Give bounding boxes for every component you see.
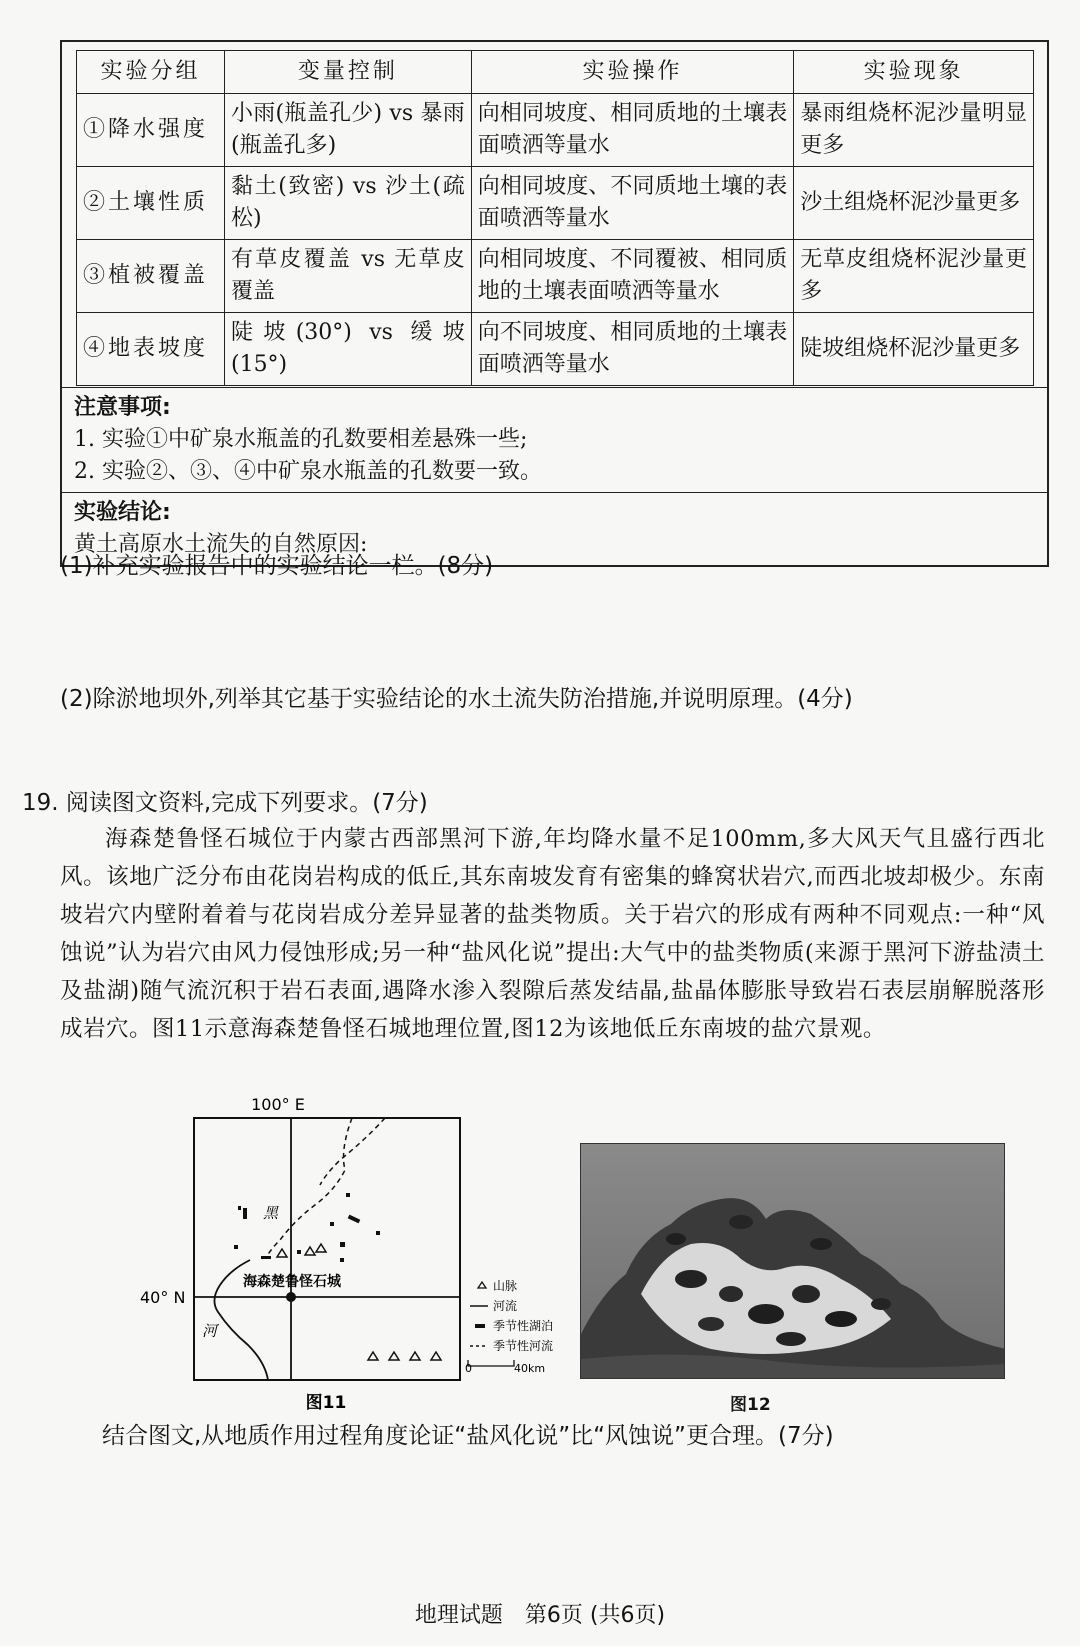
table-cell: 小雨(瓶盖孔少) vs 暴雨(瓶盖孔多) bbox=[224, 94, 471, 167]
table-row bbox=[77, 313, 1034, 386]
table-cell: ②土壤性质 bbox=[77, 167, 225, 240]
salt-cave-photo-art bbox=[581, 1144, 1005, 1379]
mountain-icon bbox=[431, 1352, 441, 1360]
table-cell: 向相同坡度、不同覆被、相同质地的土壤表面喷洒等量水 bbox=[471, 240, 794, 313]
mountain-icon bbox=[277, 1249, 287, 1257]
seasonal-lake bbox=[340, 1258, 344, 1262]
notes-section bbox=[62, 387, 1047, 492]
mountain-icon bbox=[410, 1352, 420, 1360]
passage-text: 海森楚鲁怪石城位于内蒙古西部黑河下游,年均降水量不足100mm,多大风天气且盛行西北风。该地广泛分布由花岗岩构成的低丘,其东南坡发育有密集的蜂窝状岩穴,而西北坡却极少。东南坡岩穴内壁附着着与花岗岩成分差异显著的盐类物质。关于岩穴的形成有两种不同观点:一种“风蚀说”认为岩穴由风力侵蚀形成;另一种“盐风化说”提出:大气中的盐类物质(来源于黑河下游盐渍土及盐湖)随气流沉积于岩石表面,遇降水渗入裂隙后蒸发结晶,盐晶体膨胀导致岩石表层崩解脱落形成岩穴。图11示意海森楚鲁怪石城地理位置,图12为该地低丘东南坡的盐穴景观。 bbox=[60, 826, 1045, 1042]
question-19-prompt: 结合图文,从地质作用过程角度论证“盐风化说”比“风蚀说”更合理。(7分) bbox=[102, 1423, 834, 1449]
question-1: (1)补充实验报告中的实验结论一栏。(8分) bbox=[60, 553, 494, 579]
legend-mountain-icon bbox=[478, 1282, 486, 1288]
experiment-table bbox=[76, 50, 1034, 386]
question-2: (2)除淤地坝外,列举其它基于实验结论的水土流失防治措施,并说明原理。(4分) bbox=[60, 686, 853, 712]
figure-11-caption: 图11 bbox=[305, 1393, 347, 1413]
seasonal-lake bbox=[340, 1242, 345, 1247]
river-name: 黑 bbox=[263, 1204, 279, 1222]
river-name: 河 bbox=[202, 1322, 218, 1340]
conclusion-title: 实验结论: bbox=[74, 500, 171, 525]
header-operation: 实验操作 bbox=[471, 51, 794, 94]
table-row bbox=[77, 240, 1034, 313]
table-cell: 无草皮组烧杯泥沙量更多 bbox=[794, 240, 1034, 313]
location-map bbox=[130, 1090, 580, 1420]
legend-lake-icon bbox=[475, 1324, 485, 1328]
mountain-icon bbox=[368, 1352, 378, 1360]
mountain-icon bbox=[305, 1247, 315, 1255]
lat-label: 40° N bbox=[140, 1288, 186, 1307]
table-cell: ①降水强度 bbox=[77, 94, 225, 167]
seasonal-lake bbox=[297, 1250, 301, 1254]
question-19-heading: 19. 阅读图文资料,完成下列要求。(7分) bbox=[22, 790, 428, 816]
table-header-row bbox=[77, 51, 1034, 94]
site-marker bbox=[286, 1292, 296, 1302]
conclusion-text: 黄土高原水土流失的自然原因: bbox=[74, 532, 368, 557]
seasonal-lake bbox=[330, 1222, 334, 1226]
table-cell: ③植被覆盖 bbox=[77, 240, 225, 313]
scale-start: 0 bbox=[465, 1362, 472, 1375]
table-row bbox=[77, 94, 1034, 167]
figure-12-caption: 图12 bbox=[730, 1395, 771, 1415]
table-cell: 暴雨组烧杯泥沙量明显更多 bbox=[794, 94, 1034, 167]
header-group: 实验分组 bbox=[77, 51, 225, 94]
scale-bar bbox=[468, 1360, 514, 1366]
legend-river: 河流 bbox=[493, 1299, 518, 1313]
seasonal-lake bbox=[376, 1231, 380, 1235]
experiment-report bbox=[60, 40, 1049, 567]
scale-end: 40km bbox=[514, 1362, 546, 1375]
seasonal-river bbox=[266, 1118, 352, 1258]
mountain-icon bbox=[389, 1352, 399, 1360]
table-row bbox=[77, 167, 1034, 240]
seasonal-lake bbox=[238, 1206, 241, 1210]
seasonal-lake bbox=[243, 1208, 247, 1219]
table-cell: 向相同坡度、相同质地的土壤表面喷洒等量水 bbox=[471, 94, 794, 167]
lon-label: 100° E bbox=[251, 1095, 305, 1114]
notes-item: 1. 实验①中矿泉水瓶盖的孔数要相差悬殊一些; bbox=[74, 427, 528, 452]
site-label: 海森楚鲁怪石城 bbox=[243, 1274, 341, 1290]
question-19-passage bbox=[60, 820, 1045, 1048]
map-frame bbox=[194, 1118, 460, 1380]
header-phenomenon: 实验现象 bbox=[794, 51, 1034, 94]
header-variable: 变量控制 bbox=[224, 51, 471, 94]
table-cell: ④地表坡度 bbox=[77, 313, 225, 386]
table-cell: 向相同坡度、不同质地土壤的表面喷洒等量水 bbox=[471, 167, 794, 240]
legend-seasonal-river: 季节性河流 bbox=[493, 1339, 554, 1353]
seasonal-lake bbox=[261, 1256, 271, 1259]
table-cell: 黏土(致密) vs 沙土(疏松) bbox=[224, 167, 471, 240]
table-cell: 有草皮覆盖 vs 无草皮覆盖 bbox=[224, 240, 471, 313]
seasonal-lake bbox=[346, 1193, 350, 1197]
table-cell: 向不同坡度、相同质地的土壤表面喷洒等量水 bbox=[471, 313, 794, 386]
mountain-icon bbox=[316, 1244, 326, 1252]
table-cell: 陡坡(30°) vs 缓坡(15°) bbox=[224, 313, 471, 386]
page-footer: 地理试题 第6页 (共6页) bbox=[414, 1603, 666, 1628]
notes-title: 注意事项: bbox=[74, 395, 171, 420]
seasonal-lake bbox=[348, 1215, 361, 1224]
notes-item: 2. 实验②、③、④中矿泉水瓶盖的孔数要一致。 bbox=[74, 459, 542, 484]
table-cell: 陡坡组烧杯泥沙量更多 bbox=[794, 313, 1034, 386]
legend-mountain: 山脉 bbox=[493, 1279, 518, 1293]
seasonal-river bbox=[320, 1118, 385, 1185]
legend-lake: 季节性湖泊 bbox=[493, 1319, 554, 1333]
table-cell: 沙土组烧杯泥沙量更多 bbox=[794, 167, 1034, 240]
salt-cave-photo bbox=[580, 1143, 1005, 1379]
seasonal-lake bbox=[234, 1245, 238, 1249]
